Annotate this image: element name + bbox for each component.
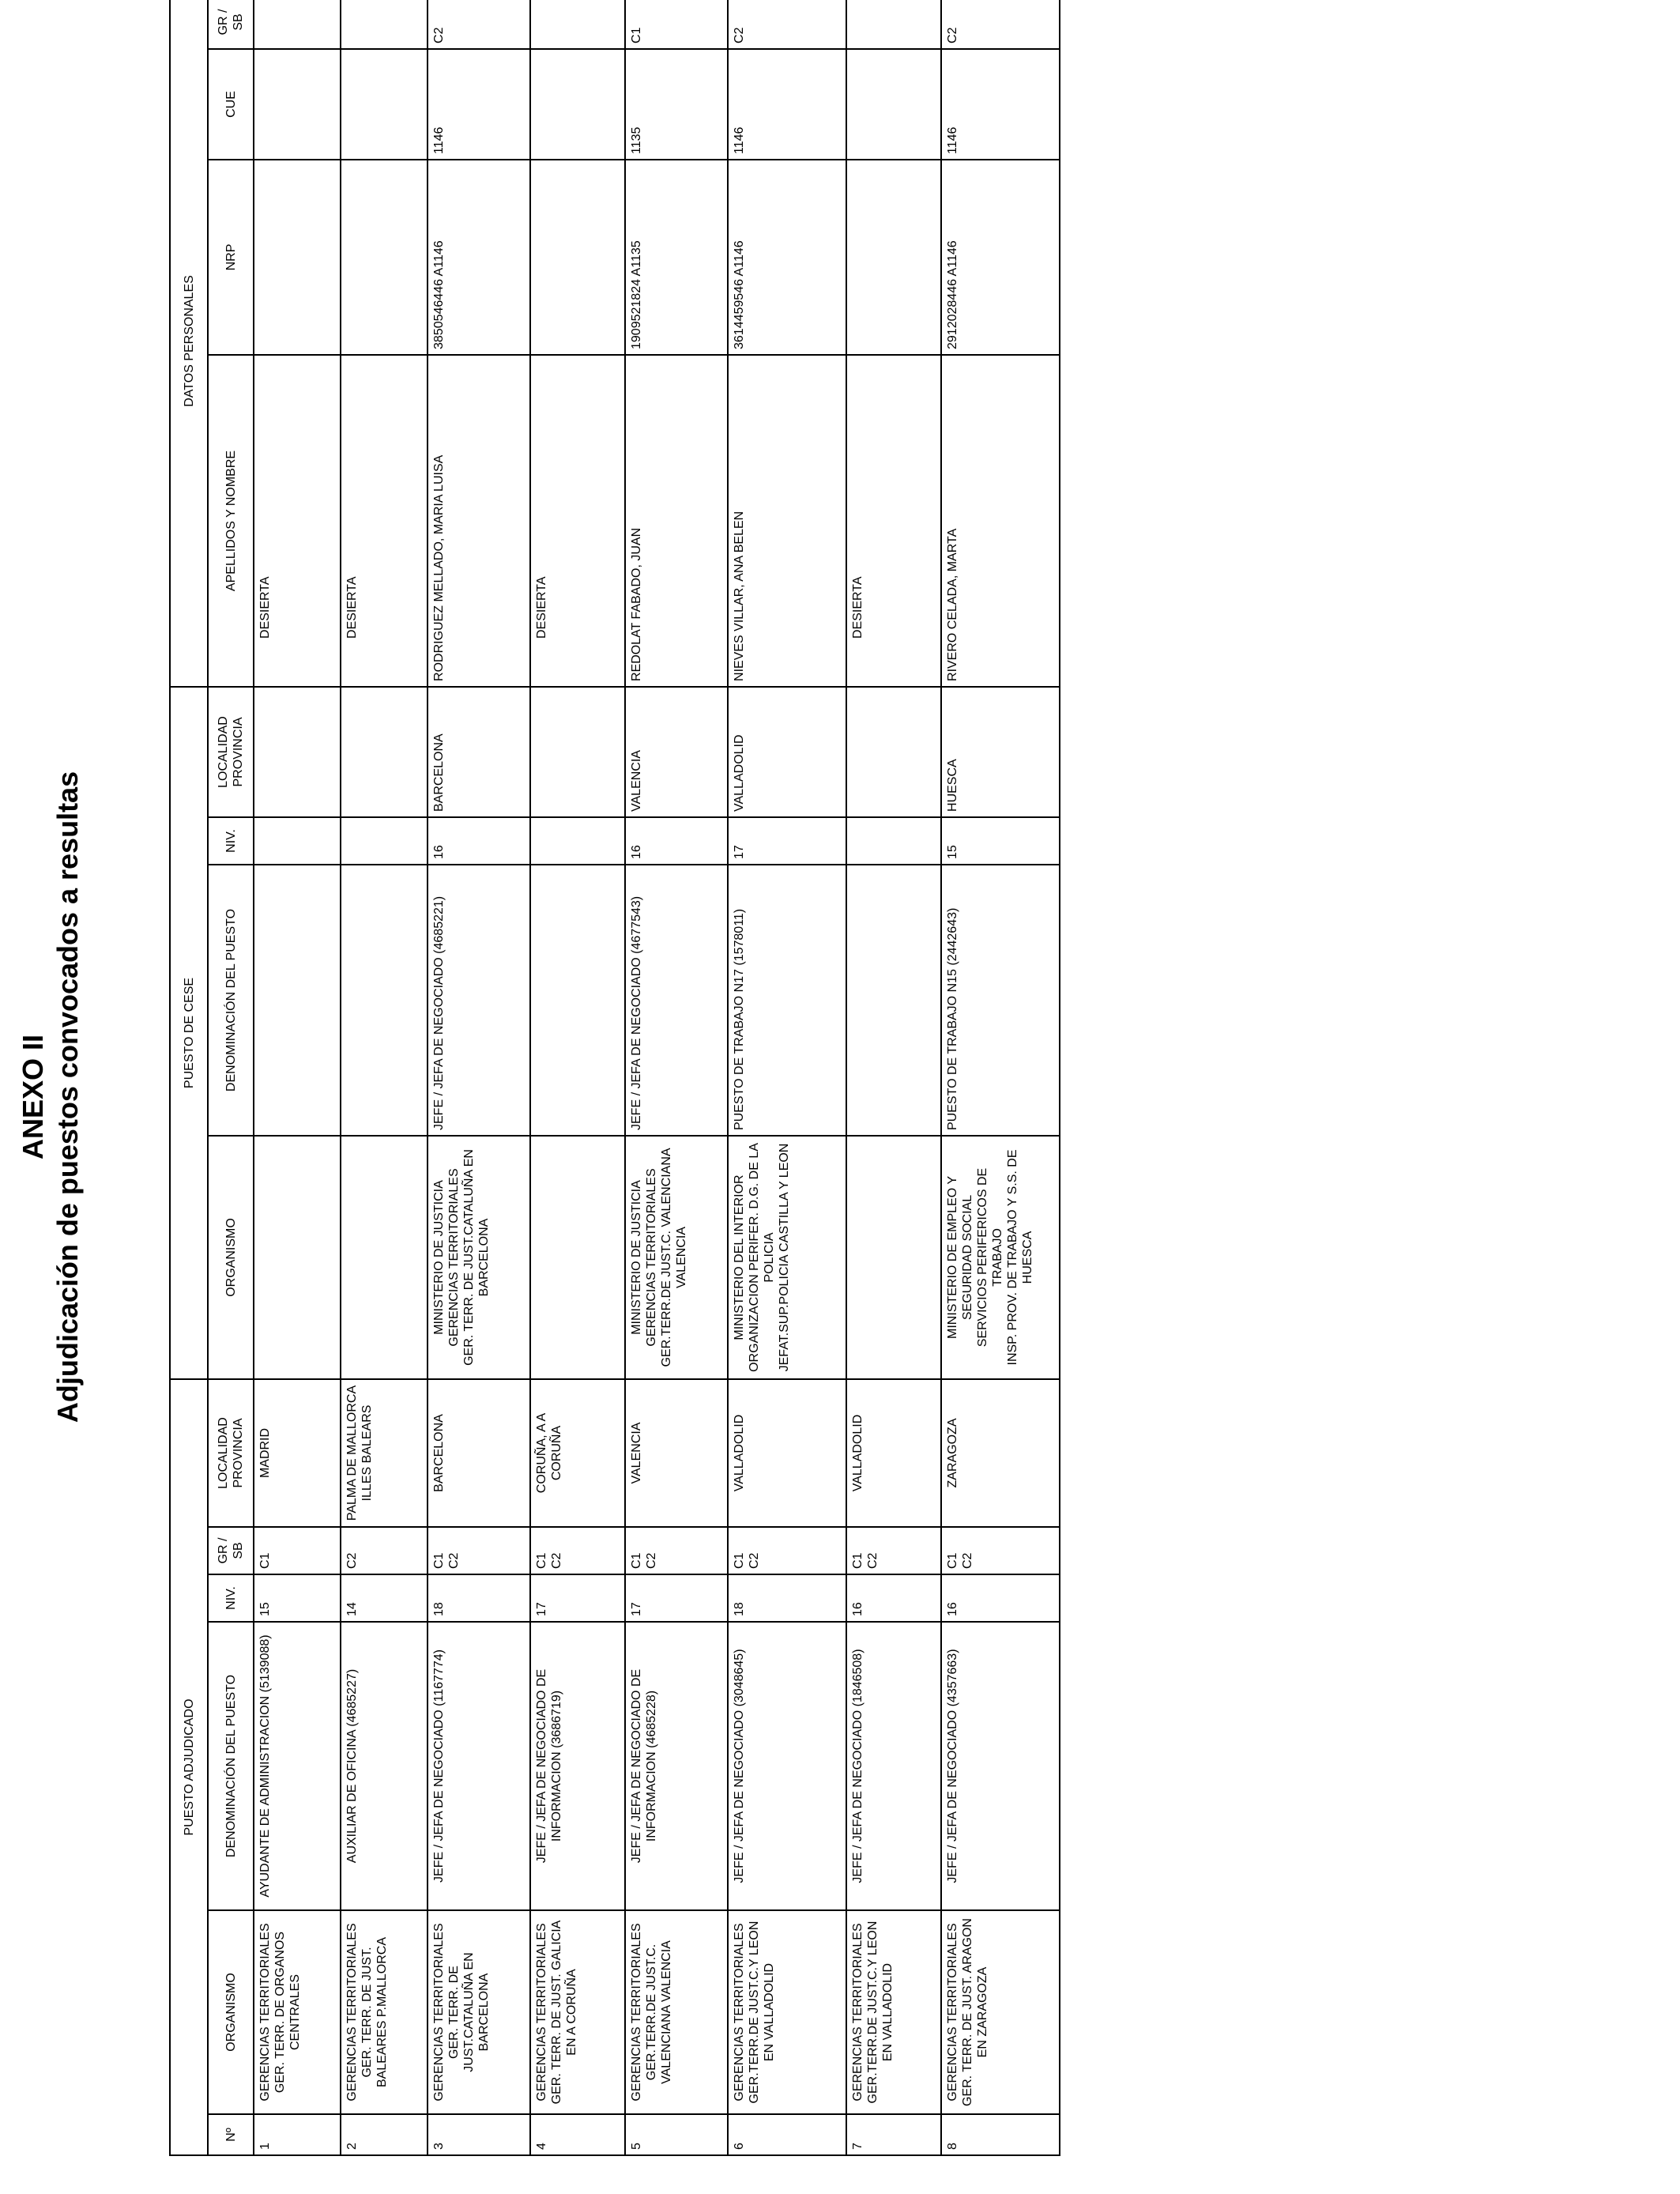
cese-organismo-line: SERVICIOS PERIFERICOS DE TRABAJO [976, 1167, 1004, 1348]
column-header-row [208, 0, 254, 2155]
cell-cese-localidad: BARCELONA [428, 687, 530, 817]
cell-niv: 15 [254, 1574, 341, 1622]
cell-nrp [254, 160, 341, 355]
cell-nrp: 3850546446 A1146 [428, 160, 530, 355]
cell-apellidos: REDOLAT FABADO, JUAN [625, 355, 728, 687]
header-num: Nº [208, 2114, 254, 2155]
group-datos-personales: DATOS PERSONALES [170, 0, 208, 687]
cell-gr [530, 1527, 625, 1574]
organismo-line: GERENCIAS TERRITORIALES [946, 1923, 959, 2102]
cell-localidad: PALMA DE MALLORCA ILLES BALEARS [341, 1379, 428, 1527]
gr-line: C2 [345, 1552, 359, 1569]
cell-cese-denominacion: JEFE / JEFA DE NEGOCIADO (4685221) [428, 865, 530, 1136]
cell-cese-organismo [254, 1136, 341, 1379]
organismo-line: GERENCIAS TERRITORIALES [630, 1923, 643, 2102]
cell-apellidos: DESIERTA [846, 355, 941, 687]
cese-organismo-line: MINISTERIO DE JUSTICIA [630, 1180, 643, 1335]
organismo-line: GERENCIAS TERRITORIALES [851, 1923, 864, 2102]
cell-cese-niv [846, 817, 941, 865]
cese-organismo-line: ORGANIZACION PERIFER. D.G. DE LA POLICIA [748, 1143, 776, 1372]
cell-denominacion: JEFE / JEFA DE NEGOCIADO (4357663) [941, 1622, 1060, 1910]
organismo-line: GER. TERR. DE JUST. ARAGON EN ZARAGOZA [961, 1918, 989, 2106]
header-cese-localidad: LOCALIDAD PROVINCIA [208, 687, 254, 817]
cell-num: 5 [625, 2114, 728, 2155]
cell-cese-organismo [846, 1136, 941, 1379]
cell-cue: 1146 [428, 49, 530, 160]
cell-denominacion: JEFE / JEFA DE NEGOCIADO DE INFORMACION (4685228) [625, 1622, 728, 1910]
cell-apellidos: NIEVES VILLAR, ANA BELEN [728, 355, 846, 687]
cell-localidad: CORUÑA, A A CORUÑA [530, 1379, 625, 1527]
table-row [341, 0, 428, 2155]
cell-nrp: 2912028446 A1146 [941, 160, 1060, 355]
organismo-line: GERENCIAS TERRITORIALES [345, 1923, 359, 2102]
cell-cese-niv [530, 817, 625, 865]
cese-organismo-line: GER.TERR.DE JUST.C. VALENCIANA VALENCIA [660, 1148, 688, 1367]
cell-gr [728, 1527, 846, 1574]
organismo-line: GERENCIAS TERRITORIALES [432, 1923, 446, 2102]
cell-gr-sb: C2 [728, 0, 846, 49]
cell-cese-niv: 16 [428, 817, 530, 865]
table-row [254, 0, 341, 2155]
gr-line: C1 [946, 1552, 959, 1569]
cell-cese-organismo [625, 1136, 728, 1379]
gr-line: C2 [550, 1552, 563, 1569]
cell-apellidos: DESIERTA [254, 355, 341, 687]
cell-cese-localidad [530, 687, 625, 817]
table-row [941, 0, 1060, 2155]
cell-cese-localidad [341, 687, 428, 817]
group-puesto-cese: PUESTO DE CESE [170, 687, 208, 1379]
gr-line: C2 [447, 1552, 461, 1569]
cell-cese-niv: 15 [941, 817, 1060, 865]
organismo-line: GER. TERR. DE JUST.CATALUÑA EN BARCELONA [447, 1952, 491, 2072]
organismo-line: GER. TERR. DE ORGANOS CENTRALES [273, 1931, 302, 2094]
cell-denominacion: JEFE / JEFA DE NEGOCIADO DE INFORMACION (3686719) [530, 1622, 625, 1910]
table-row [846, 0, 941, 2155]
cell-cese-organismo [428, 1136, 530, 1379]
cell-num: 1 [254, 2114, 341, 2155]
page-subtitle: Adjudicación de puestos convocados a resultas [51, 771, 84, 1423]
cell-organismo [941, 1910, 1060, 2114]
cell-apellidos: DESIERTA [530, 355, 625, 687]
header-cue: CUE [208, 49, 254, 160]
organismo-line: GER.TERR.DE JUST.C.Y LEON EN VALLADOLID [866, 1921, 895, 2104]
organismo-line: GER.TERR.DE JUST.C. VALENCIANA VALENCIA [645, 1940, 673, 2084]
cell-cese-denominacion [254, 865, 341, 1136]
cell-cese-organismo [728, 1136, 846, 1379]
gr-line: C1 [258, 1552, 272, 1569]
cell-cese-organismo [341, 1136, 428, 1379]
page-title: ANEXO II [17, 1034, 49, 1160]
organismo-line: GER.TERR.DE JUST.C.Y LEON EN VALLADOLID [748, 1921, 776, 2104]
gr-line: C1 [851, 1552, 864, 1569]
cell-cese-niv: 17 [728, 817, 846, 865]
cell-cese-denominacion [341, 865, 428, 1136]
gr-line: C1 [733, 1552, 746, 1569]
cell-localidad: BARCELONA [428, 1379, 530, 1527]
cell-gr [254, 1527, 341, 1574]
cell-cue: 1146 [941, 49, 1060, 160]
gr-line: C1 [535, 1552, 548, 1569]
cese-organismo-line: MINISTERIO DEL INTERIOR [733, 1174, 746, 1340]
cell-denominacion: JEFE / JEFA DE NEGOCIADO (3048645) [728, 1622, 846, 1910]
cell-nrp [341, 160, 428, 355]
cell-cese-denominacion [846, 865, 941, 1136]
cell-cue [530, 49, 625, 160]
cell-gr [941, 1527, 1060, 1574]
cell-localidad: ZARAGOZA [941, 1379, 1060, 1527]
gr-line: C2 [748, 1552, 761, 1569]
cell-num: 7 [846, 2114, 941, 2155]
cell-num: 4 [530, 2114, 625, 2155]
cell-denominacion: AYUDANTE DE ADMINISTRACION (5139088) [254, 1622, 341, 1910]
cell-num: 3 [428, 2114, 530, 2155]
header-apellidos: APELLIDOS Y NOMBRE [208, 355, 254, 687]
cell-cese-denominacion: PUESTO DE TRABAJO N15 (2442643) [941, 865, 1060, 1136]
cell-cese-denominacion [530, 865, 625, 1136]
cell-cese-organismo [530, 1136, 625, 1379]
cese-organismo-line: INSP. PROV. DE TRABAJO Y S.S. DE HUESCA [1006, 1149, 1034, 1366]
cell-organismo [625, 1910, 728, 2114]
gr-line: C2 [961, 1552, 974, 1569]
header-organismo: ORGANISMO [208, 1910, 254, 2114]
cell-denominacion: JEFE / JEFA DE NEGOCIADO (1846508) [846, 1622, 941, 1910]
cell-apellidos: RIVERO CELADA, MARTA [941, 355, 1060, 687]
cell-denominacion: AUXILIAR DE OFICINA (4685227) [341, 1622, 428, 1910]
cese-organismo-line: GER. TERR. DE JUST.CATALUÑA EN BARCELONA [462, 1149, 491, 1366]
cell-apellidos: RODRIGUEZ MELLADO, MARIA LUISA [428, 355, 530, 687]
cell-organismo [846, 1910, 941, 2114]
cell-nrp: 1909521824 A1135 [625, 160, 728, 355]
cell-cese-localidad [846, 687, 941, 817]
cell-cue: 1135 [625, 49, 728, 160]
header-cese-niv: NIV. [208, 817, 254, 865]
cell-cese-localidad [254, 687, 341, 817]
cell-localidad: VALLADOLID [846, 1379, 941, 1527]
header-denominacion: DENOMINACIÓN DEL PUESTO [208, 1622, 254, 1910]
organismo-line: GERENCIAS TERRITORIALES [535, 1923, 548, 2102]
cell-localidad: VALENCIA [625, 1379, 728, 1527]
group-puesto-adjudicado: PUESTO ADJUDICADO [170, 1379, 208, 2155]
cell-cue [341, 49, 428, 160]
cell-niv: 18 [428, 1574, 530, 1622]
cese-organismo-line: GERENCIAS TERRITORIALES [645, 1168, 658, 1347]
header-cese-organismo: ORGANISMO [208, 1136, 254, 1379]
cell-gr-sb [530, 0, 625, 49]
cell-gr [341, 1527, 428, 1574]
organismo-line: GERENCIAS TERRITORIALES [733, 1923, 746, 2102]
title-block [16, 0, 85, 2194]
cese-organismo-line: GERENCIAS TERRITORIALES [447, 1168, 461, 1347]
cell-cese-localidad: VALLADOLID [728, 687, 846, 817]
cell-organismo [530, 1910, 625, 2114]
header-gr-sb: GR / SB [208, 0, 254, 49]
cell-nrp [530, 160, 625, 355]
cell-cese-localidad: VALENCIA [625, 687, 728, 817]
cell-num: 6 [728, 2114, 846, 2155]
cell-organismo [728, 1910, 846, 2114]
table-row [625, 0, 728, 2155]
header-localidad: LOCALIDAD PROVINCIA [208, 1379, 254, 1527]
header-niv: NIV. [208, 1574, 254, 1622]
gr-line: C1 [432, 1552, 446, 1569]
cell-cese-localidad: HUESCA [941, 687, 1060, 817]
cell-gr-sb [846, 0, 941, 49]
cell-nrp [846, 160, 941, 355]
cell-gr-sb [341, 0, 428, 49]
organismo-line: GER. TERR. DE JUST. GALICIA EN A CORUÑA [550, 1920, 578, 2105]
cell-gr [428, 1527, 530, 1574]
cese-organismo-line: MINISTERIO DE JUSTICIA [432, 1180, 446, 1335]
cell-apellidos: DESIERTA [341, 355, 428, 687]
cell-niv: 17 [625, 1574, 728, 1622]
cell-cese-denominacion: JEFE / JEFA DE NEGOCIADO (4677543) [625, 865, 728, 1136]
cese-organismo-line: JEFAT.SUP.POLICIA CASTILLA Y LEON [778, 1143, 791, 1372]
header-gr: GR / SB [208, 1527, 254, 1574]
cell-niv: 14 [341, 1574, 428, 1622]
gr-line: C2 [645, 1552, 658, 1569]
cell-num: 2 [341, 2114, 428, 2155]
cell-cese-organismo [941, 1136, 1060, 1379]
cell-gr-sb [254, 0, 341, 49]
cell-cese-denominacion: PUESTO DE TRABAJO N17 (1578011) [728, 865, 846, 1136]
group-header-row [170, 0, 208, 2155]
cell-cue [846, 49, 941, 160]
cese-organismo-line: MINISTERIO DE EMPLEO Y SEGURIDAD SOCIAL [946, 1176, 974, 1339]
cell-cese-niv [254, 817, 341, 865]
cell-localidad: MADRID [254, 1379, 341, 1527]
cell-gr-sb: C2 [428, 0, 530, 49]
cell-gr [625, 1527, 728, 1574]
cell-cue: 1146 [728, 49, 846, 160]
cell-niv: 16 [941, 1574, 1060, 1622]
cell-niv: 17 [530, 1574, 625, 1622]
cell-organismo [254, 1910, 341, 2114]
cell-cese-niv [341, 817, 428, 865]
adjudicacion-table [169, 0, 1060, 2156]
table-row [428, 0, 530, 2155]
cell-organismo [428, 1910, 530, 2114]
cell-niv: 16 [846, 1574, 941, 1622]
cell-organismo [341, 1910, 428, 2114]
header-cese-denominacion: DENOMINACIÓN DEL PUESTO [208, 865, 254, 1136]
cell-num: 8 [941, 2114, 1060, 2155]
gr-line: C2 [866, 1552, 880, 1569]
cell-nrp: 3614459546 A1146 [728, 160, 846, 355]
cell-cese-niv: 16 [625, 817, 728, 865]
gr-line: C1 [630, 1552, 643, 1569]
cell-gr-sb: C1 [625, 0, 728, 49]
header-nrp: NRP [208, 160, 254, 355]
cell-cue [254, 49, 341, 160]
cell-localidad: VALLADOLID [728, 1379, 846, 1527]
organismo-line: GERENCIAS TERRITORIALES [258, 1923, 272, 2102]
cell-gr [846, 1527, 941, 1574]
cell-niv: 18 [728, 1574, 846, 1622]
cell-denominacion: JEFE / JEFA DE NEGOCIADO (1167774) [428, 1622, 530, 1910]
organismo-line: GER. TERR. DE JUST. BALEARES P.MALLORCA [360, 1937, 389, 2088]
table-row [728, 0, 846, 2155]
cell-gr-sb: C2 [941, 0, 1060, 49]
table-row [530, 0, 625, 2155]
